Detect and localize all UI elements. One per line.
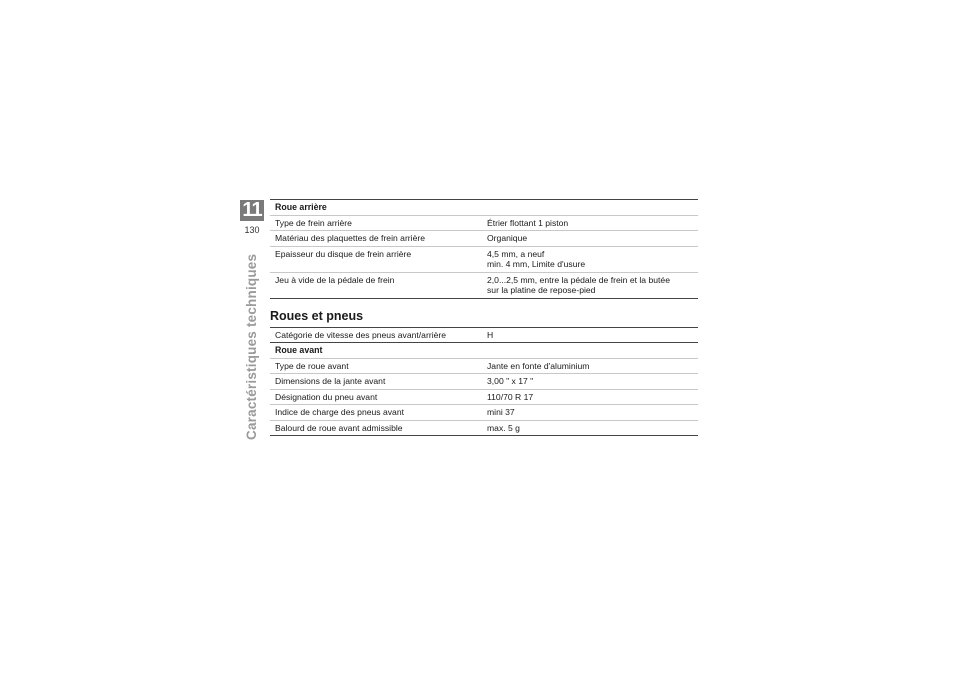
row-label: Balourd de roue avant admissible [275,422,403,433]
row-label: Indice de charge des pneus avant [275,407,404,417]
row-value-line: 4,5 mm, a neuf [487,248,545,259]
row-label: Type de frein arrière [275,217,352,228]
rear-wheel-table [270,199,698,299]
chapter-title: Caractéristiques techniques [244,253,259,440]
page-number: 130 [244,225,260,235]
row-value [484,249,698,270]
row-value: max. 5 g [487,422,520,433]
table-row [270,374,698,390]
row-label: Catégorie de vitesse des pneus avant/arrière [275,329,447,340]
row-value: Jante en fonte d'aluminium [487,360,590,371]
row-value: 3,00 " x 17 " [487,376,534,386]
table-row [270,390,698,406]
content [270,199,698,436]
table-header [270,200,698,216]
rear-wheel-heading: Roue arrière [275,202,327,212]
row-value-line: Organique [487,233,528,243]
table-row [270,359,698,375]
row-label: Jeu à vide de la pédale de frein [275,274,395,285]
row-label: Epaisseur du disque de frein arrière [275,248,412,259]
row-value-line: sur la platine de repose-pied [487,285,596,295]
table-row [270,247,698,273]
row-value-line: min. 4 mm, Limite d'usure [487,259,586,269]
table-row [270,421,698,437]
row-value-line: 2,0...2,5 mm, entre la pédale de frein et la butée [487,274,670,285]
table-header [270,343,698,359]
row-label: Matériau des plaquettes de frein arrière [275,233,425,243]
row-value [484,275,698,296]
row-value: 110/70 R 17 [487,391,534,402]
chapter-rule [240,221,264,222]
row-label: Type de roue avant [275,360,349,371]
wheels-tires-table [270,327,698,437]
chapter-tab [240,200,264,236]
row-value [484,218,698,229]
row-label: Dimensions de la jante avant [275,376,386,386]
table-row [270,273,698,299]
front-wheel-heading: Roue avant [275,345,323,355]
table-row [270,405,698,421]
row-value: mini 37 [487,407,515,417]
row-value [484,233,698,244]
table-row [270,216,698,232]
row-label: Désignation du pneu avant [275,391,378,402]
chapter-number: 11 [240,200,264,221]
row-value-line: Étrier flottant 1 piston [487,217,569,228]
section-heading: Roues et pneus [270,308,364,323]
table-row [270,231,698,247]
row-value: H [487,329,494,340]
table-row [270,328,698,344]
